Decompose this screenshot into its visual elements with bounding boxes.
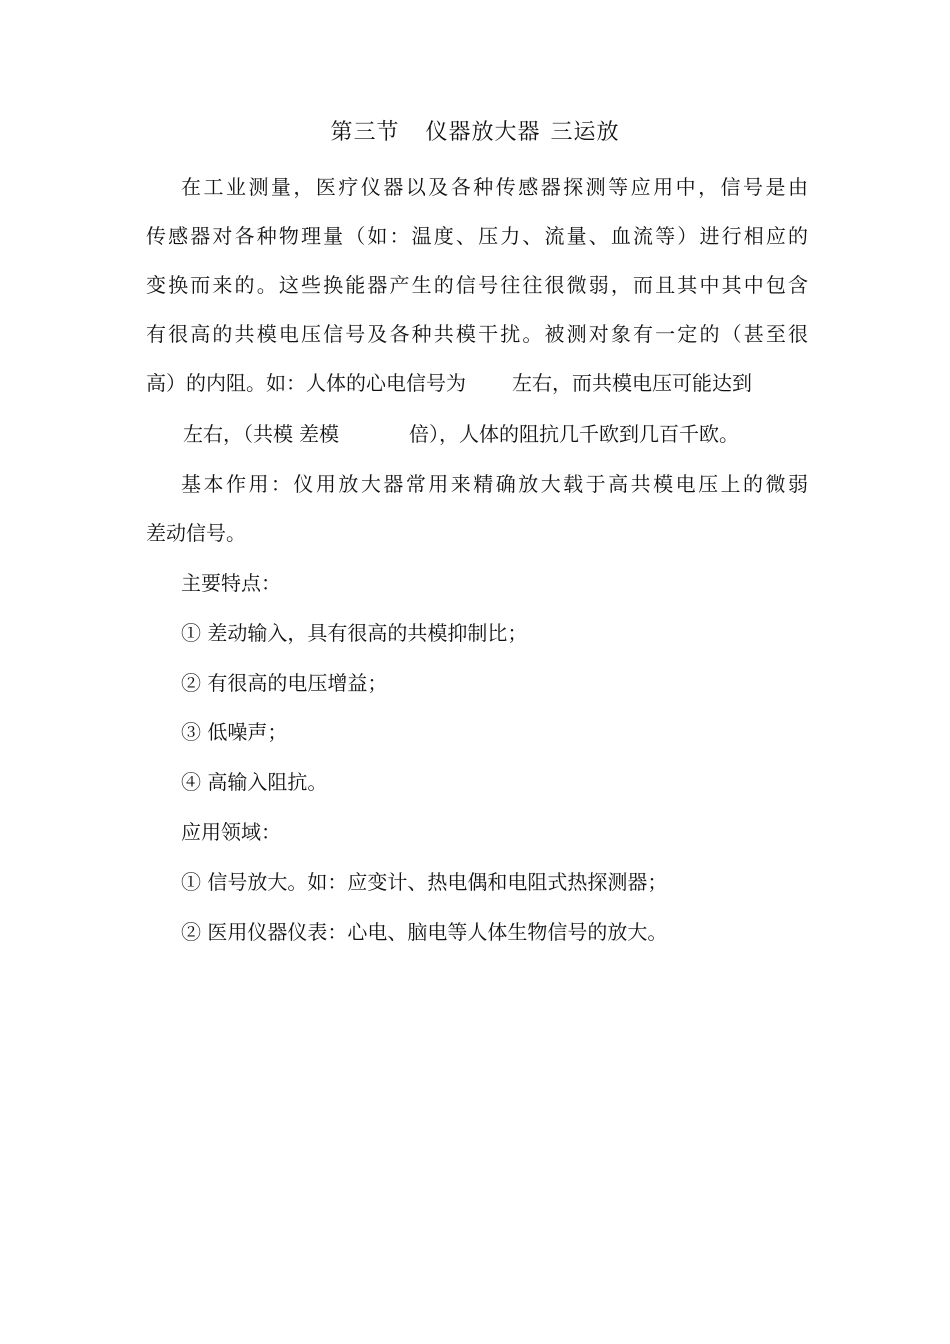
basic-role-line-2: 差动信号。 [146,521,246,545]
feature-item: ④ 高输入阻抗。 [181,770,328,794]
intro-line-6 [183,419,810,449]
intro-line-2: 传感器对各种物理量（如：温度、压力、流量、血流等）进行相应的 [146,224,808,248]
feature-item: ① 差动输入，具有很高的共模抑制比； [181,621,528,645]
feature-item: ③ 低噪声； [181,720,288,744]
section-number: 第三节 [330,120,400,145]
application-item: ② 医用仪器仪表：心电、脑电等人体生物信号的放大。 [181,920,668,944]
section-subtopic: 三运放 [550,120,620,145]
intro-line-1: 在工业测量，医疗仪器以及各种传感器探测等应用中，信号是由 [181,175,808,199]
basic-role-line-1: 基本作用：仪用放大器常用来精确放大载于高共模电压上的微弱 [181,472,808,496]
intro-line-5 [146,368,808,398]
intro-line-6b: 差模 [299,422,339,446]
intro-line-4: 有很高的共模电压信号及各种共模干扰。被测对象有一定的（甚至很 [146,322,808,346]
feature-item: ② 有很高的电压增益； [181,671,388,695]
intro-line-3: 变换而来的。这些换能器产生的信号往往很微弱，而且其中其中包含 [146,273,808,297]
intro-line-6c: 倍），人体的阻抗几千欧到几百千欧。 [409,422,739,446]
applications-heading: 应用领域： [181,820,281,844]
intro-line-6a: 左右，（共模 [183,422,293,446]
application-item: ① 信号放大。如：应变计、热电偶和电阻式热探测器； [181,870,668,894]
section-title [0,115,950,151]
intro-line-5a: 高）的内阻。如：人体的心电信号为 [146,371,466,395]
features-heading: 主要特点： [181,571,281,595]
intro-line-5b: 左右，而共模电压可能达到 [512,371,752,395]
section-topic: 仪器放大器 [425,120,541,145]
